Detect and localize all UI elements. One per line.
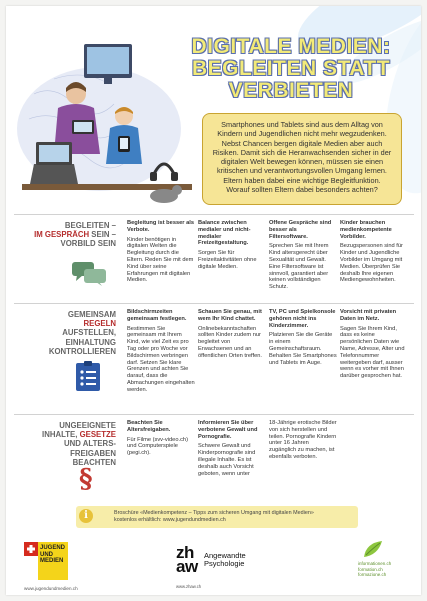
tip-heading: Vorsicht mit privaten Daten im Netz. — [340, 309, 397, 322]
checklist-icon — [76, 361, 100, 391]
section-label-line: IM GESPRÄCH SEIN – — [34, 230, 116, 240]
section-label-accent: IM GESPRÄCH — [34, 230, 90, 240]
jm-url-link[interactable]: www.jugendundmedien.ch — [24, 586, 78, 591]
tip-heading: Balance zwischen medialer und nicht-medialer Freizeitgestaltung. — [198, 220, 251, 247]
tip-column — [269, 309, 337, 366]
partner-line: formation.ch — [358, 566, 383, 572]
tip-column — [340, 220, 408, 284]
tip-body: Kinder benötigen in digitalen Welten die Begleitung durch die Eltern. Reden Sie mit dem Kind über seine Erfahrungen mit digitalen Medien. — [127, 236, 194, 284]
title-line-1: DIGITALE MEDIEN: — [191, 35, 391, 58]
tip-column — [340, 309, 408, 380]
tip-heading: Informieren Sie über verbotene Gewalt und Pornografie. — [198, 420, 258, 440]
tip-body: Für Filme (svv-video.ch) und Computerspiele (pegi.ch). — [127, 436, 188, 457]
section-label-gesetze — [20, 421, 116, 467]
info-icon: i — [79, 509, 93, 523]
partner-line: informationen.ch — [358, 561, 392, 566]
section-label-line: VORBILD SEIN — [60, 239, 116, 249]
tip-body: Sagen Sie Ihrem Kind, dass es keine persönlichen Daten wie Name, Adresse, Alter und Telefonnummer weitergeben darf, ausser wenn es vorher mit Ihnen darüber gesprochen hat. — [340, 325, 405, 380]
jm-logo-text — [40, 545, 65, 565]
jm-logo-line: UND — [40, 551, 53, 558]
section-label-begleiten — [20, 221, 116, 249]
tip-heading: Beachten Sie Altersfreigaben. — [127, 420, 171, 433]
tip-heading: Schauen Sie genau, mit wem Ihr Kind chattet. — [198, 309, 262, 322]
tip-column — [198, 420, 266, 477]
section-label-accent: GESETZE — [79, 430, 116, 440]
tip-body: Platzieren Sie die Geräte in einem Gemeinschaftsraum. Behalten Sie Smartphones und Tablets im Auge. — [269, 332, 337, 366]
tip-body: Bestimmen Sie gemeinsam mit Ihrem Kind, wie viel Zeit es pro Tag oder pro Woche vor Bildschirmen verbringen darf. Setzen Sie klare Grenzen und achten Sie darauf, dass die Abmachungen eingehalten werden. — [127, 325, 195, 393]
jm-logo-line: JUGEND — [40, 545, 66, 551]
zhaw-logo[interactable]: zh aw — [176, 543, 198, 576]
partner-line: formazione.ch — [358, 572, 387, 578]
section-label-line: KONTROLLIEREN — [48, 346, 116, 356]
section-label-line: UND ALTERS- — [64, 439, 116, 449]
tip-column — [198, 309, 266, 360]
tip-body: Sprechen Sie mit Ihrem Kind altersgerecht über Sexualität und Gewalt. Eine Filtersoftware ist sinnvoll, garantiert aber keinen vollständigen Schutz. — [269, 243, 329, 291]
section-label-line: INHALTE, GESETZE — [42, 430, 116, 440]
tip-heading: TV, PC und Spielkonsole gehören nicht ins Kinderzimmer. — [269, 309, 336, 329]
paragraph-icon: § — [79, 464, 93, 494]
zhaw-department — [204, 552, 246, 568]
section-label-line: BEACHTEN — [72, 457, 116, 467]
section-divider — [14, 414, 414, 415]
tip-heading: Begleitung ist besser als Verbote. — [127, 220, 195, 233]
section-label-line: EINHALTUNG — [65, 337, 116, 347]
tip-body: Onlinebekanntschaften sollten Kinder zudem nur begleitet von Erwachsenen und an öffentlichen Orten treffen. — [198, 325, 262, 359]
leaf-logo-icon — [362, 539, 384, 559]
brochure-line-2[interactable]: kostenlos erhältlich: www.jugendundmedien.ch — [114, 516, 226, 523]
page-title — [176, 36, 406, 102]
jugend-und-medien-logo[interactable] — [24, 542, 68, 580]
intro-box: Smartphones und Tablets sind aus dem Alltag von Kindern und Jugendlichen nicht mehr wegzudenken. Nebst Chancen bergen digitale Medien aber auch Risiken. Damit sich die Heranwachsenden sicher in der digitalen Welt bewegen können, müssen sie einen kritischen und verantwortungsvollen Umgang lernen. Eltern haben dabei eine wichtige Begleitfunktion. Worauf sollten Eltern dabei besonders achten? — [202, 113, 402, 205]
zhaw-department-line: Psychologie — [204, 559, 245, 568]
section-label-line: FREIGABEN — [70, 448, 116, 458]
section-label-line: GEMEINSAM — [67, 310, 116, 319]
section-label-regeln — [20, 310, 116, 356]
partner-text — [358, 561, 391, 578]
tip-column — [127, 309, 195, 394]
tip-body: Sorgen Sie für Freizeitaktivitäten ohne digitale Medien. — [198, 250, 257, 270]
zhaw-department-line: Angewandte — [204, 551, 246, 560]
tip-column — [269, 220, 337, 291]
brochure-info-bar — [76, 506, 358, 528]
section-label-line: UNGEEIGNETE — [59, 421, 116, 430]
tip-column — [127, 220, 195, 284]
family-devices-illustration — [14, 24, 199, 209]
tip-body: Schwere Gewalt und Kinderpornografie sind illegale Inhalte. Es ist deshalb auch Vorsicht geboten, wenn unter — [198, 443, 256, 477]
title-line-2: BEGLEITEN STATT — [191, 57, 391, 80]
tip-body: 18-Jährige erotische Bilder von sich herstellen und teilen. Pornografie Kindern unter 16 Jahren zugänglich zu machen, ist ebenfalls verboten. — [269, 420, 337, 460]
tip-column — [269, 420, 337, 461]
jm-logo-line: MEDIEN — [40, 558, 64, 564]
tip-column — [198, 220, 266, 271]
tip-heading: Kinder brauchen medienkompetente Vorbilder. — [340, 220, 392, 240]
title-line-3: VERBIETEN — [228, 79, 354, 102]
bildung-logo-mark — [362, 539, 384, 559]
section-divider — [14, 214, 414, 215]
zhaw-url-link[interactable]: www.zhaw.ch — [176, 584, 202, 589]
brochure-line-1: Broschüre «Medienkompetenz – Tipps zum sicheren Umgang mit digitalen Medien» — [114, 510, 314, 516]
speech-bubbles-icon — [72, 262, 106, 286]
section-label-accent: REGELN — [83, 319, 116, 329]
tip-body: Bezugspersonen sind für Kinder und Jugendliche Vorbilder im Umgang mit Medien. Überprüfen Sie deshalb Ihre eigenen Mediengewohnheiten. — [340, 243, 403, 284]
tip-heading: Bildschirmzeiten gemeinsam festlegen. — [127, 309, 187, 322]
section-label-line: BEGLEITEN – — [64, 221, 116, 230]
section-label-line: AUFSTELLEN, — [62, 328, 116, 338]
section-divider — [14, 303, 414, 304]
flyer-page — [6, 6, 421, 595]
tip-heading: Offene Gespräche sind besser als Filtersoftware. — [269, 220, 332, 240]
tip-column — [127, 420, 195, 457]
